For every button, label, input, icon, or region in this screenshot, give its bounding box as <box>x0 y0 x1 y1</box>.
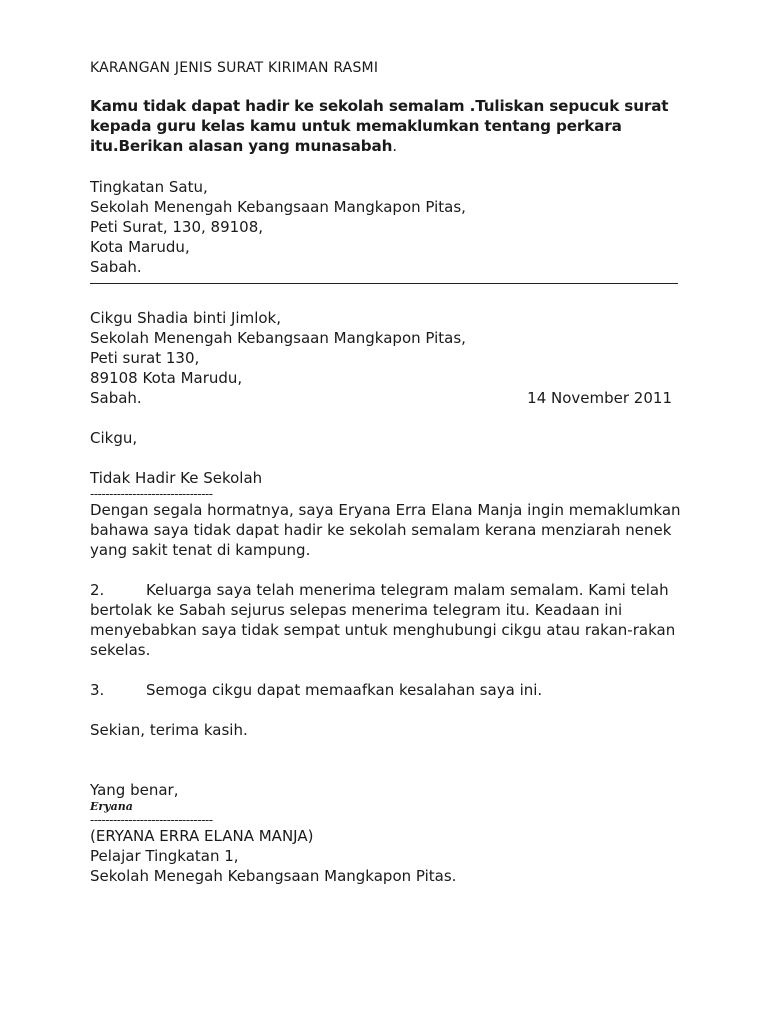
letter-subject: Tidak Hadir Ke Sekolah <box>90 469 263 487</box>
spacer <box>90 448 710 468</box>
sender-address-line: Sabah. <box>90 258 142 276</box>
spacer <box>90 760 710 780</box>
spacer <box>90 700 710 720</box>
signer-position: Pelajar Tingkatan 1, <box>90 847 239 865</box>
signature: Eryana <box>90 800 133 813</box>
body-paragraph-3 <box>90 680 710 700</box>
sender-address-line: Sekolah Menengah Kebangsaan Mangkapon Pitas, <box>90 198 466 216</box>
spacer <box>90 660 710 680</box>
recipient-address-line: Sekolah Menengah Kebangsaan Mangkapon Pitas, <box>90 329 466 347</box>
sender-address-line: Kota Marudu, <box>90 238 190 256</box>
sender-address <box>90 177 710 277</box>
horizontal-divider <box>90 283 678 284</box>
signer-block <box>90 826 710 886</box>
letter-date: 14 November 2011 <box>527 389 672 407</box>
recipient-address-line: 89108 Kota Marudu, <box>90 369 243 387</box>
signature-line: -------------------------------- <box>90 814 213 826</box>
recipient-address-line: Peti surat 130, <box>90 349 200 367</box>
letter-page <box>90 60 710 886</box>
sign-off: Yang benar, <box>90 781 179 799</box>
body-paragraph-1: Dengan segala hormatnya, saya Eryana Erra Elana Manja ingin memaklumkan bahawa saya tidak dapat hadir ke sekolah semalam kerana menziarah nenek yang sakit tenat di kampung. <box>90 501 681 559</box>
spacer <box>90 408 710 428</box>
recipient-address-line: Cikgu Shadia binti Jimlok, <box>90 309 282 327</box>
document-title: KARANGAN JENIS SURAT KIRIMAN RASMI <box>90 60 379 76</box>
spacer <box>90 740 710 760</box>
prompt-trailing-period: . <box>392 137 397 155</box>
subject-underline: -------------------------------- <box>90 488 213 500</box>
recipient-last-line-row <box>90 388 672 408</box>
closing-line: Sekian, terima kasih. <box>90 721 248 739</box>
prompt-text: Kamu tidak dapat hadir ke sekolah semalam .Tuliskan sepucuk surat kepada guru kelas kamu untuk memaklumkan tentang perkara itu.Berikan alasan yang munasabah <box>90 97 669 155</box>
recipient-address-line: Sabah. <box>90 389 142 407</box>
sender-address-line: Tingkatan Satu, <box>90 178 208 196</box>
paragraph-text: Keluarga saya telah menerima telegram malam semalam. Kami telah bertolak ke Sabah sejurus selepas menerima telegram itu. Keadaan ini menyebabkan saya tidak sempat untuk menghubungi cikgu atau rakan-rakan sekelas. <box>90 581 676 659</box>
paragraph-text: Semoga cikgu dapat memaafkan kesalahan saya ini. <box>146 681 543 699</box>
recipient-address <box>90 308 710 408</box>
sender-address-line: Peti Surat, 130, 89108, <box>90 218 264 236</box>
salutation: Cikgu, <box>90 429 138 447</box>
signer-name: (ERYANA ERRA ELANA MANJA) <box>90 827 314 845</box>
paragraph-number: 3. <box>90 681 105 699</box>
signer-school: Sekolah Menegah Kebangsaan Mangkapon Pitas. <box>90 867 457 885</box>
paragraph-number: 2. <box>90 581 105 599</box>
essay-prompt <box>90 96 710 156</box>
body-paragraph-2 <box>90 580 710 660</box>
spacer <box>90 560 710 580</box>
